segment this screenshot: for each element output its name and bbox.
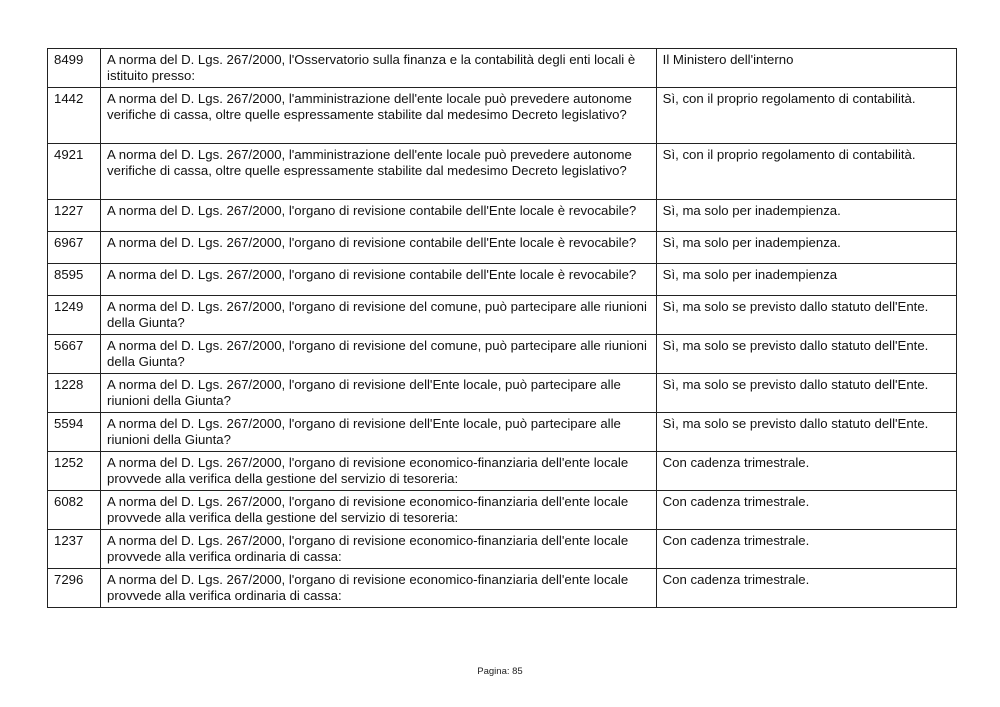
- question-text: A norma del D. Lgs. 267/2000, l'organo di revisione dell'Ente locale, può partecipare alle riunioni della Giunta?: [101, 374, 657, 413]
- question-id: 6082: [48, 491, 101, 530]
- question-text: A norma del D. Lgs. 267/2000, l'organo di revisione economico-finanziaria dell'ente locale provvede alla verifica della gestione del servizio di tesoreria:: [101, 491, 657, 530]
- question-text: A norma del D. Lgs. 267/2000, l'organo di revisione contabile dell'Ente locale è revocabile?: [101, 264, 657, 296]
- answer-text: Sì, ma solo per inadempienza: [656, 264, 956, 296]
- question-id: 5667: [48, 335, 101, 374]
- answer-text: Con cadenza trimestrale.: [656, 530, 956, 569]
- question-text: A norma del D. Lgs. 267/2000, l'Osservatorio sulla finanza e la contabilità degli enti locali è istituito presso:: [101, 49, 657, 88]
- answer-text: Sì, ma solo se previsto dallo statuto dell'Ente.: [656, 374, 956, 413]
- answer-text: Con cadenza trimestrale.: [656, 569, 956, 608]
- question-id: 8595: [48, 264, 101, 296]
- question-text: A norma del D. Lgs. 267/2000, l'organo di revisione del comune, può partecipare alle riunioni della Giunta?: [101, 296, 657, 335]
- table-row: [48, 335, 957, 374]
- question-text: A norma del D. Lgs. 267/2000, l'amministrazione dell'ente locale può prevedere autonome verifiche di cassa, oltre quelle espressamente stabilite dal medesimo Decreto legislativo?: [101, 88, 657, 144]
- table-row: [48, 413, 957, 452]
- question-id: 1252: [48, 452, 101, 491]
- question-text: A norma del D. Lgs. 267/2000, l'organo di revisione contabile dell'Ente locale è revocabile?: [101, 200, 657, 232]
- question-text: A norma del D. Lgs. 267/2000, l'organo di revisione economico-finanziaria dell'ente locale provvede alla verifica della gestione del servizio di tesoreria:: [101, 452, 657, 491]
- question-text: A norma del D. Lgs. 267/2000, l'amministrazione dell'ente locale può prevedere autonome verifiche di cassa, oltre quelle espressamente stabilite dal medesimo Decreto legislativo?: [101, 144, 657, 200]
- question-text: A norma del D. Lgs. 267/2000, l'organo di revisione economico-finanziaria dell'ente locale provvede alla verifica ordinaria di cassa:: [101, 569, 657, 608]
- question-id: 1228: [48, 374, 101, 413]
- answer-text: Sì, con il proprio regolamento di contabilità.: [656, 144, 956, 200]
- answer-text: Sì, ma solo se previsto dallo statuto dell'Ente.: [656, 296, 956, 335]
- question-id: 1227: [48, 200, 101, 232]
- question-id: 8499: [48, 49, 101, 88]
- question-id: 5594: [48, 413, 101, 452]
- table-row: [48, 491, 957, 530]
- answer-text: Il Ministero dell'interno: [656, 49, 956, 88]
- answer-text: Con cadenza trimestrale.: [656, 452, 956, 491]
- question-text: A norma del D. Lgs. 267/2000, l'organo di revisione dell'Ente locale, può partecipare alle riunioni della Giunta?: [101, 413, 657, 452]
- questions-table-body: [48, 49, 957, 608]
- question-id: 1249: [48, 296, 101, 335]
- table-row: [48, 88, 957, 144]
- question-id: 7296: [48, 569, 101, 608]
- question-text: A norma del D. Lgs. 267/2000, l'organo di revisione contabile dell'Ente locale è revocabile?: [101, 232, 657, 264]
- table-row: [48, 49, 957, 88]
- table-row: [48, 200, 957, 232]
- question-id: 1442: [48, 88, 101, 144]
- answer-text: Sì, con il proprio regolamento di contabilità.: [656, 88, 956, 144]
- answer-text: Sì, ma solo per inadempienza.: [656, 232, 956, 264]
- table-row: [48, 569, 957, 608]
- table-row: [48, 264, 957, 296]
- table-row: [48, 232, 957, 264]
- table-row: [48, 144, 957, 200]
- answer-text: Sì, ma solo se previsto dallo statuto dell'Ente.: [656, 413, 956, 452]
- answer-text: Sì, ma solo se previsto dallo statuto dell'Ente.: [656, 335, 956, 374]
- question-id: 1237: [48, 530, 101, 569]
- questions-table: [47, 48, 957, 608]
- table-row: [48, 530, 957, 569]
- table-row: [48, 296, 957, 335]
- answer-text: Con cadenza trimestrale.: [656, 491, 956, 530]
- answer-text: Sì, ma solo per inadempienza.: [656, 200, 956, 232]
- question-text: A norma del D. Lgs. 267/2000, l'organo di revisione del comune, può partecipare alle riunioni della Giunta?: [101, 335, 657, 374]
- table-row: [48, 374, 957, 413]
- table-row: [48, 452, 957, 491]
- question-id: 6967: [48, 232, 101, 264]
- question-text: A norma del D. Lgs. 267/2000, l'organo di revisione economico-finanziaria dell'ente locale provvede alla verifica ordinaria di cassa:: [101, 530, 657, 569]
- question-id: 4921: [48, 144, 101, 200]
- page-number: Pagina: 85: [477, 666, 523, 677]
